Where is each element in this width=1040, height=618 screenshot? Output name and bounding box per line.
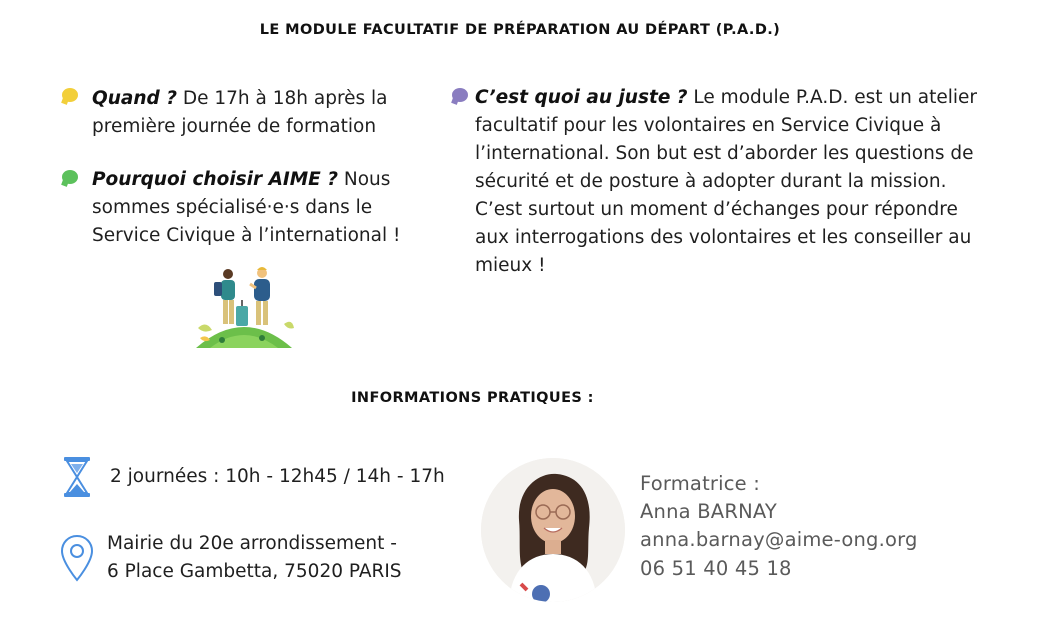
why-paragraph [92, 166, 432, 250]
practical-info-title: INFORMATIONS PRATIQUES : [351, 390, 594, 406]
map-pin-icon [60, 534, 94, 582]
page-title: LE MODULE FACULTATIF DE PRÉPARATION AU DÉPART (P.A.D.) [259, 22, 781, 38]
what-label: C’est quoi au juste ? [475, 87, 688, 108]
schedule-text: 2 journées : 10h - 12h45 / 14h - 17h [110, 466, 445, 487]
trainer-name: Anna BARNAY [640, 500, 777, 523]
speech-bubble-icon [62, 170, 78, 184]
what-paragraph [475, 84, 995, 280]
what-text: Le module P.A.D. est un atelier facultatif pour les volontaires en Service Civique à l’international. Son but est d’aborder les questions de sécurité et de posture à adopter durant la mission. C’est surtout un moment d’échanges pour répondre aux interrogations des volontaires et les conseiller au mieux ! [475, 87, 977, 276]
speech-bubble-icon [452, 88, 468, 102]
when-paragraph [92, 85, 422, 141]
trainer-phone: 06 51 40 45 18 [640, 557, 792, 580]
why-text: Nous sommes spécialisé·e·s dans le Service Civique à l’international ! [92, 169, 401, 246]
trainer-email-link[interactable]: anna.barnay@aime-ong.org [640, 528, 918, 551]
trainer-avatar [481, 458, 625, 602]
address-line-2: 6 Place Gambetta, 75020 PARIS [107, 561, 402, 582]
travelers-illustration [192, 266, 296, 348]
when-text: De 17h à 18h après la première journée de formation [92, 88, 388, 137]
trainer-role: Formatrice : [640, 472, 761, 495]
address-line-1: Mairie du 20e arrondissement - [107, 533, 397, 554]
when-label: Quand ? [92, 88, 177, 109]
why-label: Pourquoi choisir AIME ? [92, 169, 338, 190]
hourglass-icon [62, 456, 92, 498]
speech-bubble-icon [62, 88, 78, 102]
